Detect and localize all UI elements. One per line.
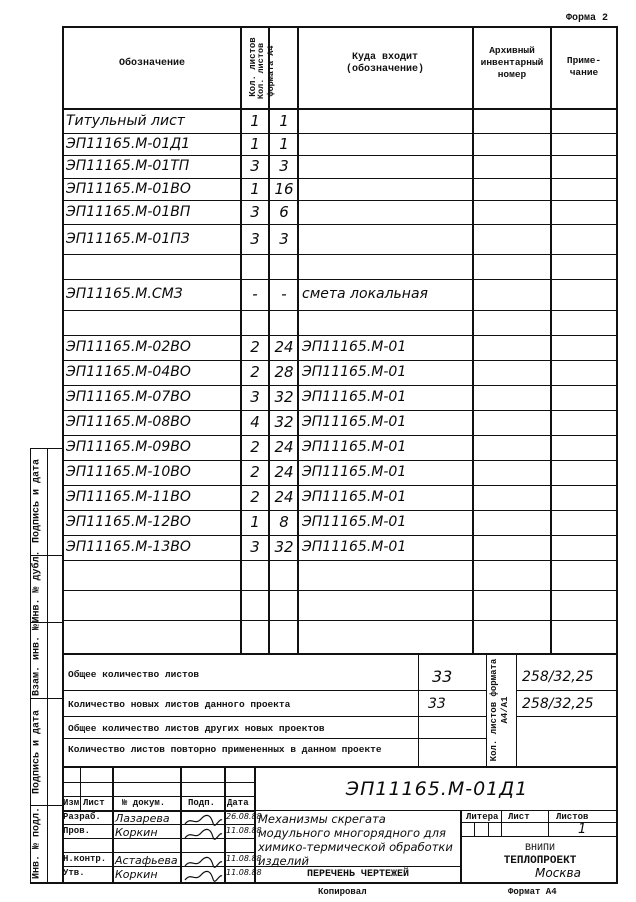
a4-cell: 1 — [279, 135, 289, 153]
where-used-cell — [302, 155, 474, 178]
a4-cell — [270, 620, 298, 653]
a4-cell: 32 — [274, 388, 294, 406]
side-strip-right — [47, 448, 48, 884]
where-used-cell: ЭП11165.М-01 — [302, 389, 407, 405]
summary-new-label: Количество новых листов данного проекта — [68, 699, 291, 710]
table-row — [62, 460, 618, 485]
sheets-cell — [242, 254, 268, 279]
footer-format: Формат А4 — [508, 887, 557, 897]
table-row — [62, 224, 618, 254]
table-row — [62, 335, 618, 360]
where-used-cell — [302, 310, 474, 335]
role-date: 11.08.88 — [226, 868, 262, 877]
signature-scribble — [183, 826, 223, 839]
sheets-cell: - — [252, 285, 258, 303]
table-row — [62, 535, 618, 560]
a4-cell — [270, 310, 298, 335]
a4-cell: 16 — [274, 180, 294, 198]
a4-cell: 24 — [274, 338, 294, 356]
a4-cell: 32 — [274, 413, 294, 431]
litera-label: Литера — [466, 812, 499, 822]
role-name: Коркин — [115, 868, 158, 881]
designation-cell: ЭП11165.М-01Д1 — [66, 136, 191, 152]
table-row — [62, 360, 618, 385]
header-note: Приме-чание — [566, 55, 602, 78]
designation-cell: ЭП11165.М-13ВО — [66, 539, 191, 555]
sheets-cell: 4 — [250, 413, 260, 431]
table-row — [62, 155, 618, 178]
table-row — [62, 279, 618, 310]
side-label-inv-dubl: Инв. № дубл. — [31, 550, 43, 623]
a4-cell: 1 — [279, 112, 289, 130]
header-designation: Обозначение — [118, 58, 185, 69]
sheets-cell: 1 — [250, 135, 260, 153]
tb-header-list: Лист — [83, 798, 105, 808]
a4-cell: 8 — [279, 513, 289, 531]
sheets-cell: 2 — [250, 463, 260, 481]
org-1: ВНИПИ — [524, 843, 555, 854]
where-used-cell — [302, 224, 474, 254]
sheets-cell: 2 — [250, 438, 260, 456]
where-used-cell: ЭП11165.М-01 — [302, 514, 407, 530]
city: Москва — [535, 866, 581, 880]
table-row — [62, 410, 618, 435]
designation-cell: Титульный лист — [66, 113, 185, 129]
sheets-cell: 2 — [250, 338, 260, 356]
sheets-cell: 1 — [250, 180, 260, 198]
table-row — [62, 385, 618, 410]
where-used-cell: ЭП11165.М-01 — [302, 464, 407, 480]
summary-new-value: 33 — [428, 696, 446, 712]
designation-cell: ЭП11165.М-08ВО — [66, 414, 191, 430]
table-row — [62, 590, 618, 620]
summary-total-value: 33 — [432, 667, 453, 686]
a4-cell: 32 — [274, 538, 294, 556]
where-used-cell — [302, 178, 474, 200]
table-row — [62, 510, 618, 535]
a4-cell: 3 — [279, 230, 289, 248]
listov-value: 1 — [578, 822, 587, 837]
designation-cell: ЭП11165.М-01ПЗ — [66, 231, 190, 247]
where-used-cell — [302, 254, 474, 279]
summary-reused-label: Количество листов повторно примененных в данном проекте — [68, 744, 382, 755]
designation-cell: ЭП11165.М-01ТП — [66, 158, 190, 174]
designation-cell — [66, 310, 240, 335]
where-used-cell: ЭП11165.М-01 — [302, 439, 407, 455]
frame-top — [62, 26, 618, 28]
footer-copied: Копировал — [318, 887, 367, 897]
a4-cell: 24 — [274, 463, 294, 481]
where-used-cell — [302, 590, 474, 620]
sheets-cell: 3 — [250, 388, 260, 406]
designation-cell: ЭП11165.М-07ВО — [66, 389, 191, 405]
designation-cell — [66, 620, 240, 653]
tb-header-sign: Подп. — [188, 798, 216, 808]
a4-cell: 24 — [274, 438, 294, 456]
a4-cell: 6 — [279, 203, 289, 221]
role-name: Лазарева — [115, 812, 170, 825]
table-row — [62, 310, 618, 335]
designation-cell: ЭП11165.М-01ВП — [66, 204, 191, 220]
where-used-cell — [302, 110, 474, 133]
table-row — [62, 133, 618, 155]
a4-cell: - — [281, 285, 287, 303]
a4-cell — [270, 560, 298, 590]
side-label-sign-date-bottom: Подпись и дата — [31, 710, 43, 795]
where-used-cell: ЭП11165.М-01 — [302, 339, 407, 355]
signature-scribble — [183, 812, 223, 825]
designation-cell — [66, 560, 240, 590]
table-row — [62, 560, 618, 590]
side-label-sign-date-top: Подпись и дата — [31, 459, 43, 544]
sheets-cell — [242, 620, 268, 653]
list-label: Лист — [508, 812, 530, 822]
role-name: Коркин — [115, 826, 158, 839]
list-title: ПЕРЕЧЕНЬ ЧЕРТЕЖЕЙ — [306, 869, 410, 880]
where-used-cell: ЭП11165.М-01 — [302, 414, 407, 430]
table-row — [62, 485, 618, 510]
form-label: Форма 2 — [566, 13, 609, 24]
designation-cell: ЭП11165.М-04ВО — [66, 364, 191, 380]
summary-other-label: Общее количество листов других новых проектов — [68, 723, 325, 734]
sheets-cell: 2 — [250, 363, 260, 381]
where-used-cell — [302, 620, 474, 653]
doc-code: ЭП11165.М-01Д1 — [345, 778, 529, 800]
header-where-used: Куда входит (обозначение) — [345, 52, 424, 75]
a4-cell: 3 — [279, 157, 289, 175]
where-used-cell: ЭП11165.М-01 — [302, 364, 407, 380]
designation-cell — [66, 590, 240, 620]
where-used-cell — [302, 560, 474, 590]
table-row — [62, 435, 618, 460]
sheets-cell: 3 — [250, 157, 260, 175]
header-archive: Архивный инвентарный номер — [480, 45, 544, 80]
table-row — [62, 620, 618, 653]
side-label-inv-podl: Инв. № подл. — [31, 807, 43, 880]
sheets-cell: 1 — [250, 112, 260, 130]
role-date: 11.08.88 — [226, 854, 262, 863]
where-used-cell — [302, 133, 474, 155]
tb-header-doc: № докум. — [122, 798, 166, 808]
designation-cell: ЭП11165.М-12ВО — [66, 514, 191, 530]
designation-cell: ЭП11165.М-09ВО — [66, 439, 191, 455]
where-used-cell — [302, 200, 474, 224]
table-row — [62, 254, 618, 279]
role-label: Н.контр. — [63, 854, 107, 864]
org-2: ТЕПЛОПРОЕКТ — [503, 855, 577, 867]
designation-cell: ЭП11165.М-11ВО — [66, 489, 191, 505]
tb-header-izm: Изм — [63, 798, 80, 808]
summary-total-label: Общее количество листов — [68, 669, 200, 680]
designation-cell: ЭП11165.М-10ВО — [66, 464, 191, 480]
designation-cell — [66, 254, 240, 279]
sheets-cell: 2 — [250, 488, 260, 506]
role-name: Астафьева — [115, 854, 178, 867]
sheets-cell: 3 — [250, 538, 260, 556]
header-sheet-count: Кол. листов — [248, 37, 258, 97]
sheets-cell — [242, 560, 268, 590]
role-label: Утв. — [63, 868, 85, 878]
side-label-vzam-inv: Взам. инв. № — [31, 624, 43, 697]
a4-cell — [270, 590, 298, 620]
header-a4-count: Кол. листов формата А4 — [256, 42, 276, 100]
sheets-cell: 3 — [250, 230, 260, 248]
a4-cell: 24 — [274, 488, 294, 506]
role-label: Разраб. — [63, 812, 101, 822]
listov-label: Листов — [556, 812, 589, 822]
sheets-cell — [242, 310, 268, 335]
role-label: Пров. — [63, 826, 91, 836]
doc-description: Механизмы скрегата модульного многорядного для химико-термической обработки изделий — [258, 812, 453, 868]
tb-header-date: Дата — [227, 798, 249, 808]
role-date: 26.08.88 — [226, 812, 262, 821]
signature-scribble — [183, 854, 223, 867]
designation-cell: ЭП11165.М-01ВО — [66, 181, 191, 197]
table-row — [62, 110, 618, 133]
table-row — [62, 178, 618, 200]
where-used-cell: ЭП11165.М-01 — [302, 489, 407, 505]
table-row — [62, 200, 618, 224]
where-used-cell: смета локальная — [302, 286, 428, 302]
frame-bottom — [30, 882, 618, 884]
designation-cell: ЭП11165.М.СМЗ — [66, 286, 183, 302]
a4-cell: 28 — [274, 363, 294, 381]
summary-a4a1-value-2: 258/32,25 — [522, 696, 594, 712]
sheets-cell: 1 — [250, 513, 260, 531]
sheets-cell: 3 — [250, 203, 260, 221]
role-date: 11.08.88 — [226, 826, 262, 835]
a4-cell — [270, 254, 298, 279]
where-used-cell: ЭП11165.М-01 — [302, 539, 407, 555]
summary-a4a1-label: Кол. листов формата А4/А1 — [489, 658, 510, 762]
summary-a4a1-value-1: 258/32,25 — [522, 669, 594, 685]
sheets-cell — [242, 590, 268, 620]
designation-cell: ЭП11165.М-02ВО — [66, 339, 191, 355]
signature-scribble — [183, 868, 223, 881]
